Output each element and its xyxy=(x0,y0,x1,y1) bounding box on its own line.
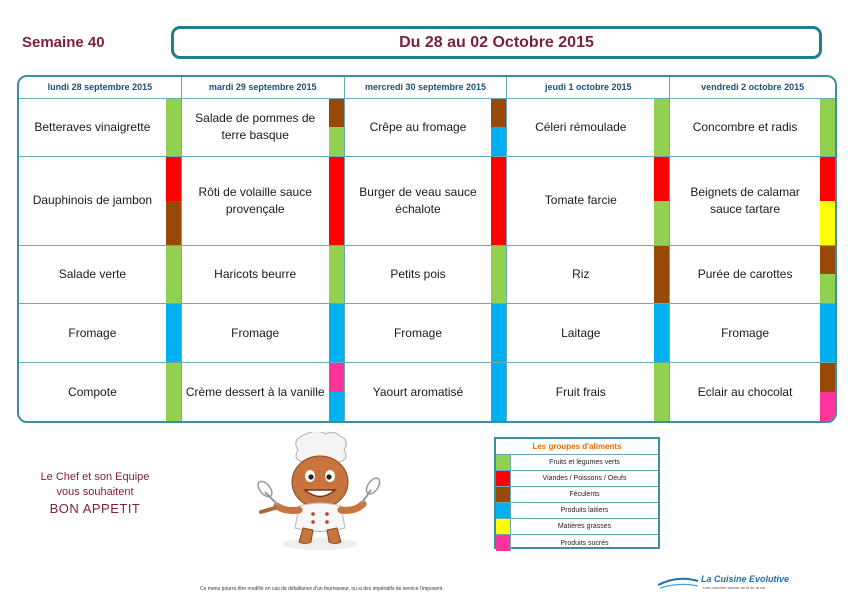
legend-label: Féculents xyxy=(569,491,600,498)
menu-cell xyxy=(182,246,345,305)
food-group-strip xyxy=(166,246,181,304)
legend-swatch-brown xyxy=(496,487,511,502)
logo-swoosh-icon xyxy=(656,576,700,590)
food-group-strip xyxy=(491,157,506,245)
food-group-marker-pink xyxy=(329,363,344,392)
legend-label: Viandes / Poissons / Oeufs xyxy=(542,475,627,482)
food-group-strip xyxy=(654,99,669,156)
food-group-marker-green xyxy=(654,363,669,421)
food-group-marker-yellow xyxy=(820,201,835,245)
food-group-marker-red xyxy=(166,157,181,201)
dish-name: Beignets de calamar sauce tartare xyxy=(690,184,800,216)
food-group-marker-blue xyxy=(820,304,835,362)
food-group-strip xyxy=(329,99,344,156)
day-header: lundi 28 septembre 2015 xyxy=(19,77,182,99)
menu-cell xyxy=(345,363,508,421)
menu-cell xyxy=(670,304,835,363)
food-group-strip xyxy=(329,363,344,421)
day-header: mardi 29 septembre 2015 xyxy=(182,77,345,99)
food-group-marker-green xyxy=(654,201,669,245)
food-group-marker-red xyxy=(491,157,506,245)
food-group-marker-blue xyxy=(166,304,181,362)
day-column xyxy=(345,77,508,421)
food-group-marker-blue xyxy=(491,127,506,155)
greeting-line-2: vous souhaitent xyxy=(56,486,134,498)
legend-swatch-green xyxy=(496,455,511,470)
dish-name: Crème dessert à la vanille xyxy=(185,384,325,399)
legend-title: Les groupes d'aliments xyxy=(496,439,658,455)
dish-name: Rôti de volaille sauce provençale xyxy=(198,184,312,216)
food-group-marker-red xyxy=(820,157,835,201)
menu-cell xyxy=(670,157,835,246)
menu-cell xyxy=(507,246,670,305)
food-group-marker-green xyxy=(329,127,344,155)
food-group-strip xyxy=(820,99,835,156)
dish-name: Haricots beurre xyxy=(214,266,297,281)
greeting-line-3: BON APPETIT xyxy=(49,501,141,516)
food-group-marker-green xyxy=(491,246,506,304)
weekly-menu-table xyxy=(17,75,837,423)
food-group-strip xyxy=(654,363,669,421)
menu-cell xyxy=(670,246,835,305)
food-group-strip xyxy=(654,246,669,304)
food-groups-legend xyxy=(494,437,660,549)
dish-name: Fromage xyxy=(231,325,280,340)
legend-row xyxy=(496,503,658,519)
food-group-strip xyxy=(654,157,669,245)
food-group-marker-brown xyxy=(820,246,835,275)
menu-cell xyxy=(19,304,182,363)
food-group-marker-green xyxy=(820,274,835,303)
food-group-marker-blue xyxy=(654,304,669,362)
legend-swatch-yellow xyxy=(496,519,511,534)
food-group-marker-blue xyxy=(491,304,506,362)
menu-cell xyxy=(182,363,345,421)
legend-row xyxy=(496,455,658,471)
dish-name: Purée de carottes xyxy=(697,266,793,281)
food-group-strip xyxy=(491,363,506,421)
food-group-strip xyxy=(820,157,835,245)
dish-name: Dauphinois de jambon xyxy=(32,193,153,208)
food-group-marker-brown xyxy=(329,99,344,127)
day-column xyxy=(182,77,345,421)
menu-cell xyxy=(345,99,508,157)
dish-name: Petits pois xyxy=(390,266,446,281)
dish-name: Salade de pommes de terre basque xyxy=(195,111,316,143)
menu-cell xyxy=(670,363,835,421)
legend-row xyxy=(496,519,658,535)
day-column xyxy=(670,77,835,421)
food-group-marker-brown xyxy=(491,99,506,127)
legend-row xyxy=(496,535,658,551)
menu-cell xyxy=(19,157,182,246)
week-label: Semaine 40 xyxy=(22,34,105,51)
dish-name: Tomate farcie xyxy=(544,193,617,208)
day-header: vendredi 2 octobre 2015 xyxy=(670,77,835,99)
dish-name: Betteraves vinaigrette xyxy=(34,119,151,134)
legend-swatch-blue xyxy=(496,503,511,518)
company-logo xyxy=(656,574,806,594)
food-group-strip xyxy=(491,99,506,156)
legend-label: Fruits et légumes verts xyxy=(549,459,620,466)
menu-cell xyxy=(345,304,508,363)
dish-name: Fromage xyxy=(721,325,770,340)
food-group-marker-green xyxy=(166,99,181,156)
day-column xyxy=(19,77,182,421)
legend-swatch-red xyxy=(496,471,511,486)
dish-name: Salade verte xyxy=(58,266,127,281)
food-group-marker-red xyxy=(654,157,669,201)
food-group-strip xyxy=(820,363,835,421)
legend-label: Produits laitiers xyxy=(560,507,609,514)
menu-cell xyxy=(19,99,182,157)
food-group-strip xyxy=(820,304,835,362)
date-range: Du 28 au 02 Octobre 2015 xyxy=(399,33,594,51)
food-group-strip xyxy=(491,246,506,304)
greeting-line-1: Le Chef et son Equipe xyxy=(40,471,150,483)
food-group-marker-green xyxy=(820,99,835,156)
food-group-marker-blue xyxy=(329,392,344,421)
dish-name: Yaourt aromatisé xyxy=(372,384,464,399)
dish-name: Céleri rémoulade xyxy=(535,119,627,134)
food-group-marker-red xyxy=(329,157,344,245)
menu-cell xyxy=(507,99,670,157)
food-group-strip xyxy=(329,246,344,304)
menu-cell xyxy=(345,157,508,246)
food-group-marker-green xyxy=(329,246,344,304)
dish-name: Eclair au chocolat xyxy=(697,384,793,399)
day-header: jeudi 1 octobre 2015 xyxy=(507,77,670,99)
food-group-marker-blue xyxy=(329,304,344,362)
dish-name: Compote xyxy=(68,384,117,399)
food-group-strip xyxy=(166,304,181,362)
food-group-marker-brown xyxy=(654,246,669,304)
food-group-strip xyxy=(166,157,181,245)
food-group-strip xyxy=(491,304,506,362)
legend-label: Matières grasses xyxy=(557,523,612,530)
menu-cell xyxy=(345,246,508,305)
legend-row xyxy=(496,487,658,503)
food-group-marker-brown xyxy=(166,201,181,245)
dish-name: Fromage xyxy=(393,325,442,340)
day-header: mercredi 30 septembre 2015 xyxy=(345,77,508,99)
menu-cell xyxy=(507,363,670,421)
dish-name: Burger de veau sauce échalote xyxy=(359,184,477,216)
food-group-strip xyxy=(820,246,835,304)
menu-cell xyxy=(670,99,835,157)
footer-note: Ce menu pourra être modifié en cas de défaillance d'un fournisseur, ou si des impératifs de service l'imposent. xyxy=(200,586,444,592)
food-group-marker-green xyxy=(166,246,181,304)
food-group-strip xyxy=(166,363,181,421)
logo-tagline: Une nouvelle saveur au fil de la vie xyxy=(703,585,766,590)
menu-cell xyxy=(182,157,345,246)
dish-name: Fromage xyxy=(68,325,117,340)
food-group-strip xyxy=(329,304,344,362)
food-group-strip xyxy=(654,304,669,362)
menu-cell xyxy=(507,157,670,246)
greeting xyxy=(20,470,170,516)
legend-row xyxy=(496,471,658,487)
menu-cell xyxy=(507,304,670,363)
dish-name: Laitage xyxy=(561,325,601,340)
food-group-marker-pink xyxy=(820,392,835,421)
food-group-strip xyxy=(166,99,181,156)
logo-name: La Cuisine Evolutive xyxy=(701,574,790,584)
menu-cell xyxy=(19,363,182,421)
legend-label: Produits sucrés xyxy=(560,539,609,547)
menu-cell xyxy=(182,99,345,157)
dish-name: Fruit frais xyxy=(555,384,606,399)
food-group-marker-green xyxy=(166,363,181,421)
dish-name: Concombre et radis xyxy=(692,119,798,134)
menu-cell xyxy=(19,246,182,305)
chef-mascot-illustration xyxy=(255,432,385,554)
legend-swatch-pink xyxy=(496,535,511,551)
day-column xyxy=(507,77,670,421)
date-range-box xyxy=(171,26,822,59)
food-group-marker-brown xyxy=(820,363,835,392)
food-group-strip xyxy=(329,157,344,245)
dish-name: Riz xyxy=(572,266,590,281)
food-group-marker-blue xyxy=(491,363,506,421)
dish-name: Crêpe au fromage xyxy=(369,119,467,134)
food-group-marker-green xyxy=(654,99,669,156)
menu-cell xyxy=(182,304,345,363)
